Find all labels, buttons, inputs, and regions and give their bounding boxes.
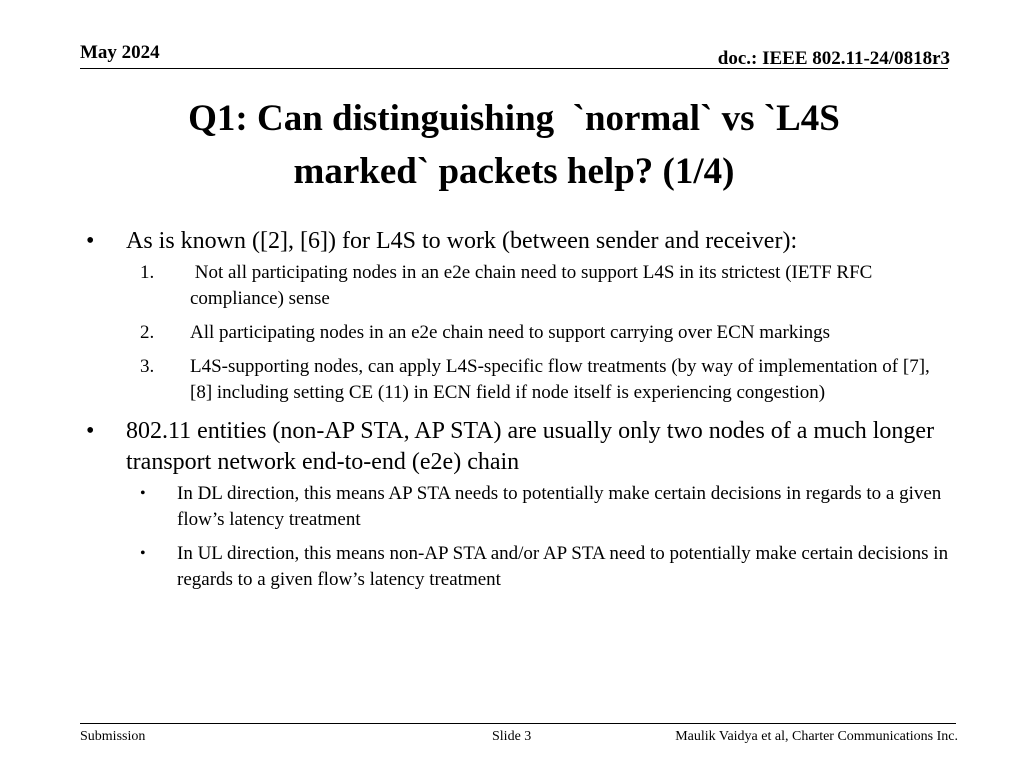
header-divider: [80, 68, 948, 69]
slide-title-line1: Q1: Can distinguishing `normal` vs `L4S: [188, 98, 840, 139]
numbered-item: [80, 320, 950, 346]
bullet-item: [80, 416, 950, 478]
slide-title-line2: marked` packets help? (1/4): [293, 151, 735, 192]
item-text: All participating nodes in an e2e chain need to support carrying over ECN markings: [190, 322, 831, 343]
footer-divider: [80, 723, 956, 724]
item-number: 2.: [140, 322, 155, 343]
numbered-item: [80, 260, 950, 312]
header-date: May 2024: [80, 42, 160, 63]
item-number: 3.: [140, 356, 155, 377]
bullet-marker: •: [86, 228, 95, 254]
bullet-marker: •: [86, 418, 95, 444]
bullet-text: As is known ([2], [6]) for L4S to work (between sender and receiver):: [126, 228, 798, 254]
sub-bullet-text: In DL direction, this means AP STA needs to potentially make certain decisions in regards to a given flow’s latency treatment: [177, 483, 942, 530]
slide-title: [80, 92, 948, 198]
item-text: L4S-supporting nodes, can apply L4S-specific flow treatments (by way of implementation of [7],[8] including setting CE (11) in ECN field if node itself is experiencing congestion): [190, 356, 930, 403]
footer-authors: Maulik Vaidya et al, Charter Communications Inc.: [675, 729, 958, 744]
sub-bullet-item: [80, 481, 950, 533]
item-number: 1.: [140, 262, 155, 283]
sub-bullet-marker: •: [140, 545, 146, 562]
numbered-item: [80, 354, 950, 406]
sub-bullet-list: [80, 481, 950, 593]
bullet-text: 802.11 entities (non-AP STA, AP STA) are usually only two nodes of a much longer transport network end-to-end (e2e) chain: [126, 418, 935, 475]
footer-slide-number: Slide 3: [492, 729, 532, 744]
bullet-item: [80, 226, 950, 257]
slide-body: [80, 226, 950, 603]
header-doc-id: doc.: IEEE 802.11-24/0818r3: [717, 48, 950, 69]
numbered-list: [80, 260, 950, 406]
footer-submission: Submission: [80, 729, 146, 744]
sub-bullet-item: [80, 541, 950, 593]
item-text: Not all participating nodes in an e2e chain need to support L4S in its strictest (IETF RFC compliance) sense: [190, 262, 878, 309]
sub-bullet-text: In UL direction, this means non-AP STA and/or AP STA need to potentially make certain decisions in regards to a given flow’s latency treatment: [177, 543, 949, 590]
sub-bullet-marker: •: [140, 485, 146, 502]
